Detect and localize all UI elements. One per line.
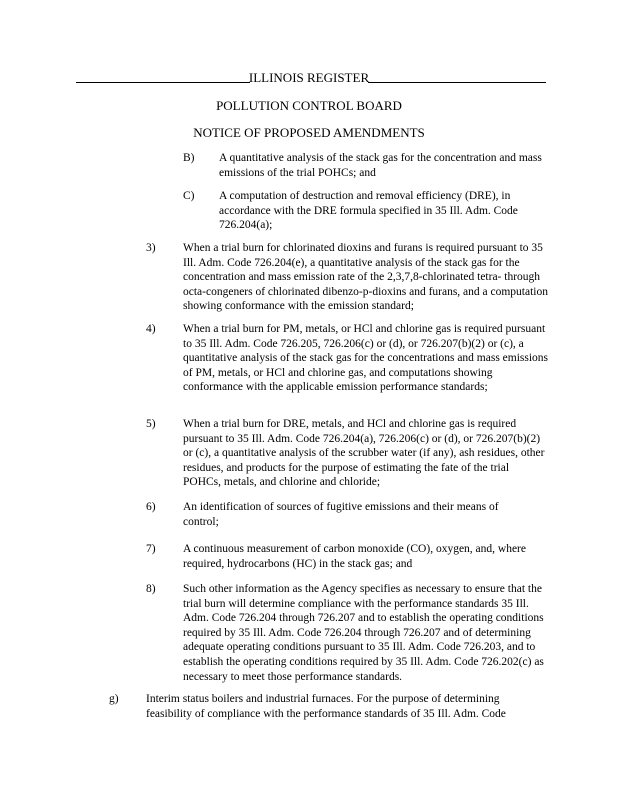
item-label: 5)	[146, 418, 156, 430]
item-text: When a trial burn for DRE, metals, and HCl and chlorine gas is required pursuant to 35 Ill. Adm. Code 726.204(a), 726.206(c) or (d), or 726.207(b)(2) or (c), a quantitative analysis of the scrubber water (if any), ash residues, other residues, and products for the purpose of estimating the fate of the trial POHCs, metals, and chlorine and chloride;	[183, 418, 545, 489]
item-text: An identification of sources of fugitive emissions and their means of control;	[183, 501, 499, 528]
item-label: 7)	[146, 543, 156, 555]
item-label: 3)	[146, 242, 156, 254]
item-text: A quantitative analysis of the stack gas for the concentration and mass emissions of the trial POHCs; and	[219, 152, 542, 179]
item-text: Interim status boilers and industrial furnaces. For the purpose of determining feasibility of compliance with the performance standards of 35 Ill. Adm. Code	[146, 693, 506, 720]
notice-title: NOTICE OF PROPOSED AMENDMENTS	[193, 125, 425, 140]
item-label: B)	[183, 152, 195, 164]
item-label: 8)	[146, 583, 156, 595]
header-rule-right	[368, 82, 546, 83]
item-text: Such other information as the Agency specifies as necessary to ensure that the trial burn will determine compliance with the performance standards 35 Ill. Adm. Code 726.204 through 726.207 and to establish the operating conditions required by 35 Ill. Adm. Code 726.204 through 726.207 and of determining adequate operating conditions pursuant to 35 Ill. Adm. Code 726.203, and to establish the operating conditions required by 35 Ill. Adm. Code 726.202(c) as necessary to meet those performance standards.	[183, 583, 544, 683]
board-title: POLLUTION CONTROL BOARD	[216, 98, 402, 113]
item-text: A computation of destruction and removal efficiency (DRE), in accordance with the DRE formula specified in 35 Ill. Adm. Code 726.204(a);	[219, 190, 518, 232]
item-label: g)	[109, 693, 119, 705]
item-text: When a trial burn for chlorinated dioxins and furans is required pursuant to 35 Ill. Adm. Code 726.204(e), a quantitative analysis of the stack gas for the concentration and mass emission rate of the 2,3,7,8-chlorinated tetra- through octa-congeners of chlorinated dibenzo-p-dioxins and furans, and a computation showing conformance with the emission standard;	[183, 242, 549, 313]
item-label: 4)	[146, 323, 156, 335]
item-label: C)	[183, 190, 195, 202]
item-text: A continuous measurement of carbon monoxide (CO), oxygen, and, where required, hydrocarbons (HC) in the stack gas; and	[183, 543, 526, 570]
item-label: 6)	[146, 501, 156, 513]
item-text: When a trial burn for PM, metals, or HCl and chlorine gas is required pursuant to 35 Ill. Adm. Code 726.205, 726.206(c) or (d), or 726.207(b)(2) or (c), a quantitative analysis of the stack gas for the concentrations and mass emissions of PM, metals, or HCl and chlorine gas, and computations showing conformance with the applicable emission performance standards;	[183, 323, 549, 394]
register-title: ILLINOIS REGISTER	[248, 70, 370, 85]
